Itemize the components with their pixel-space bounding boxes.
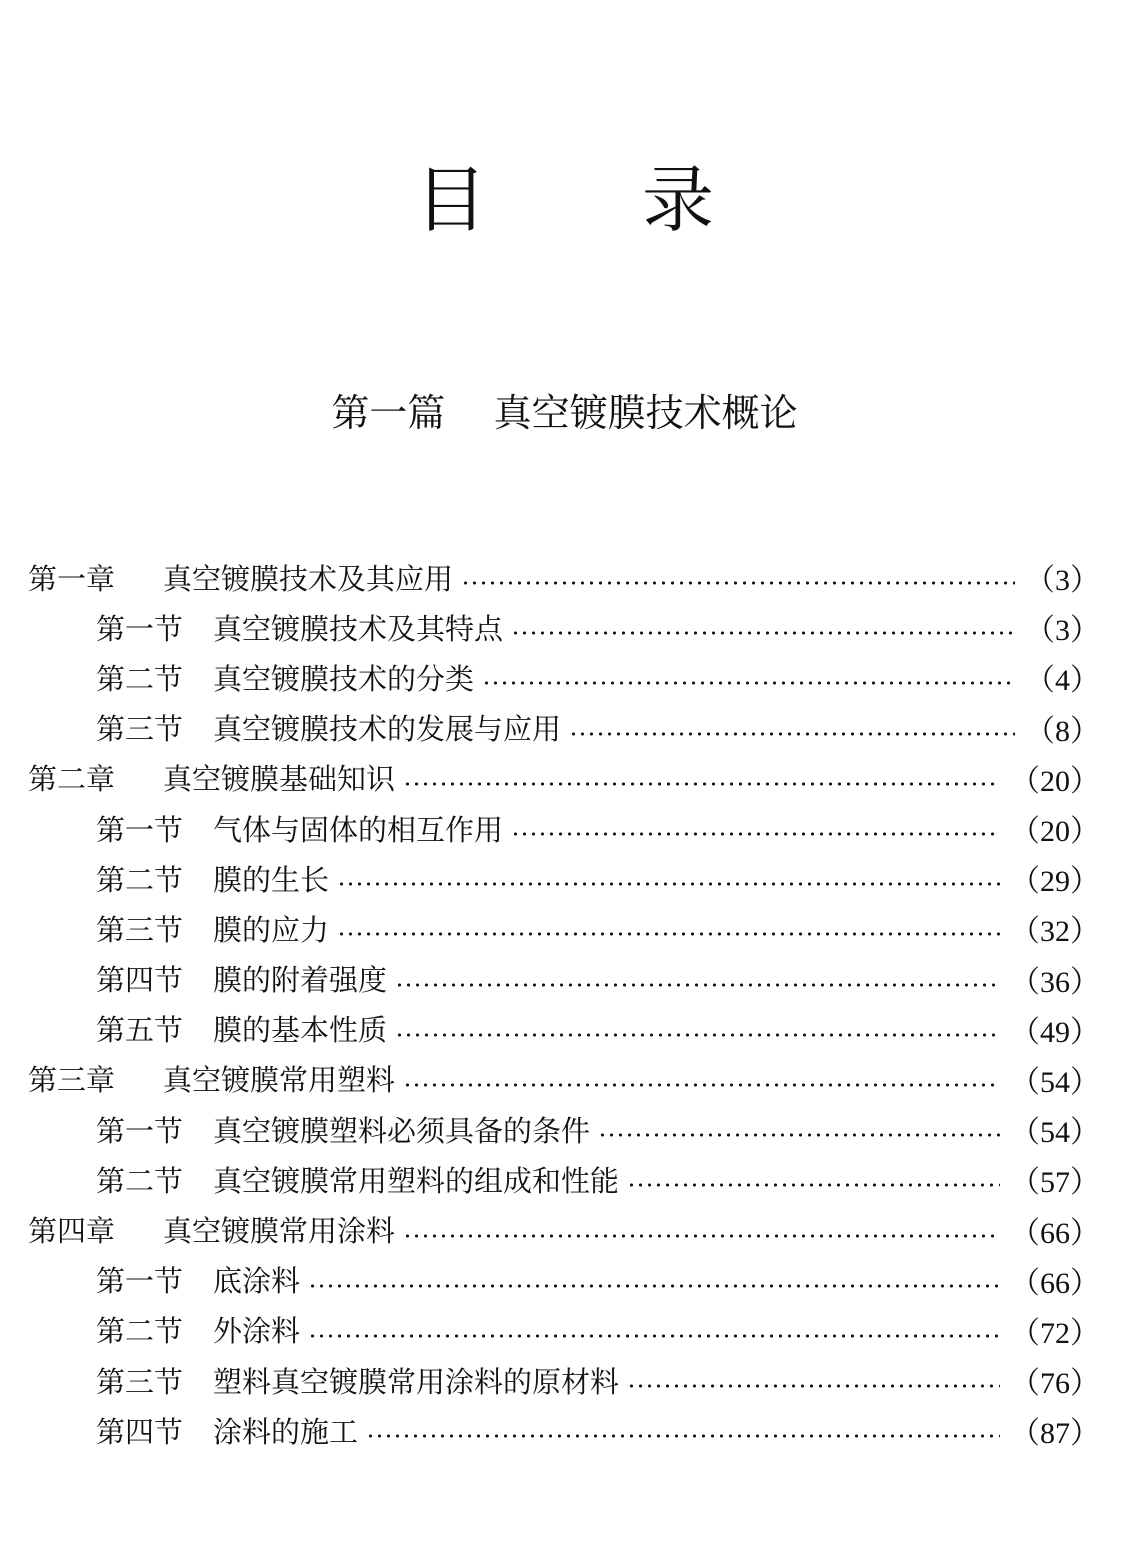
toc-entry-number: 第三节 [96, 1364, 184, 1399]
toc-entry-number: 第一章 [28, 561, 116, 596]
toc-entry-page: （8） [1025, 714, 1100, 748]
toc-entry-title: 真空镀膜塑料必须具备的条件 [213, 1113, 591, 1148]
toc-entry-page: （66） [1010, 1216, 1100, 1250]
toc-entry-page: （66） [1010, 1266, 1100, 1300]
title-spacer [487, 160, 642, 240]
toc-entry-page: （3） [1025, 614, 1100, 648]
dot-leader [395, 1033, 1000, 1037]
dot-leader [366, 1434, 1000, 1438]
dot-leader [337, 932, 1000, 936]
toc-entry-title: 真空镀膜技术的发展与应用 [213, 712, 562, 747]
dot-leader [627, 1183, 1000, 1187]
toc-entry-number: 第二节 [96, 862, 184, 897]
toc-chapter-entry[interactable] [28, 753, 1100, 803]
page-title-char-2: 录 [642, 158, 715, 242]
toc-entry-page: （29） [1010, 865, 1100, 899]
toc-section-entry[interactable] [28, 1355, 1100, 1405]
toc-entry-title: 真空镀膜技术的分类 [213, 661, 475, 696]
toc-entry-title: 膜的附着强度 [213, 963, 388, 998]
toc-entry-title: 真空镀膜技术及其应用 [163, 561, 454, 596]
toc-entry-title: 底涂料 [213, 1264, 301, 1299]
toc-entry-number: 第一节 [96, 812, 184, 847]
toc-entry-number: 第四节 [96, 963, 184, 998]
toc-entry-page: （57） [1010, 1166, 1100, 1200]
dot-leader [627, 1384, 1000, 1388]
toc-section-entry[interactable] [28, 853, 1100, 903]
toc-entry-title: 膜的生长 [213, 862, 330, 897]
toc-entry-title: 真空镀膜常用涂料 [163, 1214, 396, 1249]
toc-entry-number: 第三章 [28, 1063, 116, 1098]
toc-entry-number: 第五节 [96, 1013, 184, 1048]
toc-section-entry[interactable] [28, 602, 1100, 652]
toc-section-entry[interactable] [28, 1004, 1100, 1054]
dot-leader [403, 782, 1000, 786]
toc-entry-title: 真空镀膜常用塑料的组成和性能 [213, 1163, 620, 1198]
toc-entry-page: （49） [1010, 1015, 1100, 1049]
dot-leader [511, 832, 1000, 836]
toc-entry-page: （20） [1010, 764, 1100, 798]
toc-entry-page: （72） [1010, 1316, 1100, 1350]
toc-entry-number: 第一节 [96, 1113, 184, 1148]
toc-entry-number: 第三节 [96, 712, 184, 747]
toc-section-entry[interactable] [28, 803, 1100, 853]
toc-entry-page: （32） [1010, 915, 1100, 949]
toc-entry-number: 第二节 [96, 1163, 184, 1198]
table-of-contents [28, 552, 1100, 1455]
toc-section-entry[interactable] [28, 1255, 1100, 1305]
toc-entry-title: 膜的基本性质 [213, 1013, 388, 1048]
toc-entry-title: 气体与固体的相互作用 [213, 812, 504, 847]
dot-leader [337, 882, 1000, 886]
toc-section-entry[interactable] [28, 903, 1100, 953]
toc-section-entry[interactable] [28, 1405, 1100, 1455]
toc-entry-page: （3） [1025, 564, 1100, 598]
toc-entry-number: 第二节 [96, 661, 184, 696]
toc-section-entry[interactable] [28, 954, 1100, 1004]
toc-entry-title: 外涂料 [213, 1314, 301, 1349]
dot-leader [308, 1334, 1000, 1338]
dot-leader [403, 1234, 1000, 1238]
dot-leader [511, 631, 1015, 635]
page-title-char-1: 目 [414, 158, 487, 242]
toc-entry-page: （20） [1010, 815, 1100, 849]
toc-entry-page: （76） [1010, 1367, 1100, 1401]
dot-leader [308, 1284, 1000, 1288]
toc-chapter-entry[interactable] [28, 1204, 1100, 1254]
toc-section-entry[interactable] [28, 652, 1100, 702]
page-title [0, 160, 1129, 240]
toc-entry-title: 涂料的施工 [213, 1414, 359, 1449]
toc-entry-title: 塑料真空镀膜常用涂料的原材料 [213, 1364, 620, 1399]
toc-entry-page: （54） [1010, 1065, 1100, 1099]
dot-leader [482, 681, 1015, 685]
toc-entry-page: （4） [1025, 664, 1100, 698]
toc-entry-page: （36） [1010, 965, 1100, 999]
dot-leader [569, 732, 1015, 736]
toc-entry-number: 第四节 [96, 1414, 184, 1449]
dot-leader [461, 581, 1015, 585]
toc-entry-number: 第二节 [96, 1314, 184, 1349]
toc-entry-title: 真空镀膜常用塑料 [163, 1063, 396, 1098]
toc-entry-number: 第四章 [28, 1214, 116, 1249]
toc-section-entry[interactable] [28, 1305, 1100, 1355]
toc-entry-number: 第一节 [96, 611, 184, 646]
toc-section-entry[interactable] [28, 1104, 1100, 1154]
toc-entry-number: 第二章 [28, 762, 116, 797]
toc-entry-number: 第三节 [96, 912, 184, 947]
toc-entry-title: 真空镀膜基础知识 [163, 762, 396, 797]
dot-leader [403, 1083, 1000, 1087]
toc-chapter-entry[interactable] [28, 552, 1100, 602]
toc-entry-title: 真空镀膜技术及其特点 [213, 611, 504, 646]
part-title: 第一篇 真空镀膜技术概论 [331, 391, 798, 435]
toc-entry-page: （87） [1010, 1417, 1100, 1451]
toc-entry-page: （54） [1010, 1116, 1100, 1150]
toc-entry-title: 膜的应力 [213, 912, 330, 947]
toc-entry-number: 第一节 [96, 1264, 184, 1299]
dot-leader [395, 983, 1000, 987]
toc-section-entry[interactable] [28, 703, 1100, 753]
toc-chapter-entry[interactable] [28, 1054, 1100, 1104]
toc-section-entry[interactable] [28, 1154, 1100, 1204]
dot-leader [598, 1133, 1000, 1137]
